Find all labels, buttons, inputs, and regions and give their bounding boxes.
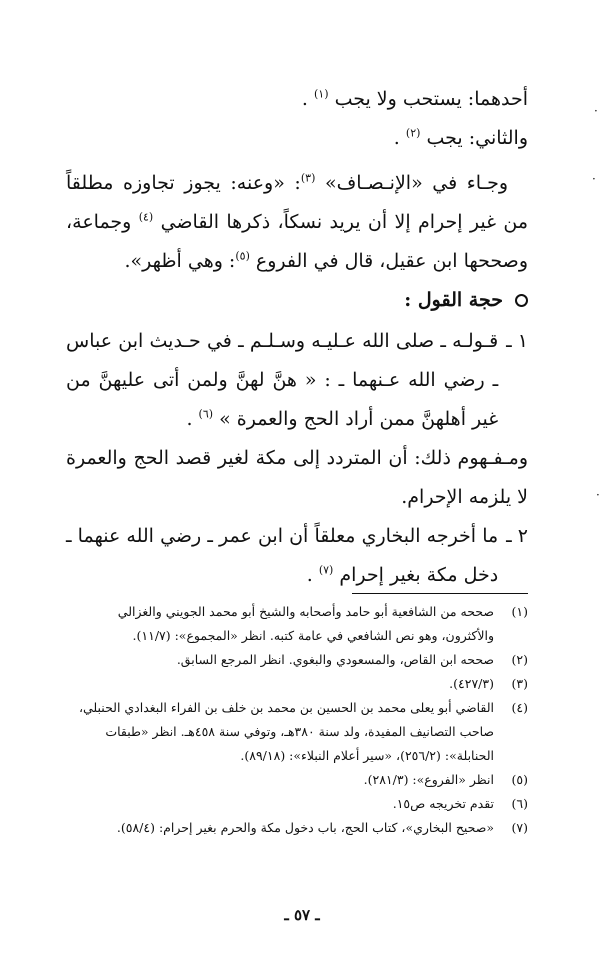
footnote-item: [66, 696, 528, 768]
scan-speck: ·: [592, 172, 596, 186]
footnote-ref-4: (٤): [138, 210, 154, 224]
insaf-quote-3: : وهي أظهر».: [124, 250, 236, 272]
insaf-quote-1: : «وعنه: يجوز تجاوزه مطلقاً من غير إحرام إلا أن يريد نسكاً، ذكرها القاضي: [66, 172, 528, 233]
first-opinion-text: أحدهما: يستحب ولا يجب: [334, 88, 528, 110]
item-1-text: قـولـه ـ صلى الله عـليـه وسـلـم ـ في حـديث ابن عباس ـ رضي الله عـنهما ـ : « هنَّ لهنَّ ولمن أتى عليهنَّ من غير أهلهنَّ ممن أراد الحج والعمرة »: [66, 330, 499, 430]
footnotes: [66, 600, 528, 840]
scan-speck: ·: [594, 104, 598, 118]
item-2-number: ٢ ـ: [506, 525, 528, 547]
item-1-body: قـولـه ـ صلى الله عـليـه وسـلـم ـ في حـديث ابن عباس ـ رضي الله عـنهما ـ : « هنَّ لهنَّ ولمن أتى عليهنَّ من غير أهلهنَّ ممن أراد الحج والعمرة » $^{(٦)}$ .: [66, 330, 499, 430]
line-first-opinion: أحدهما: يستحب ولا يجب $^{(١)}$ .: [301, 87, 528, 110]
footnote-item: [66, 816, 528, 840]
page-number: ـ ٥٧ ـ: [284, 906, 320, 924]
mafhum-paragraph: ومـفـهوم ذلك: أن المتردد إلى مكة لغير قصد الحج والعمرة لا يلزمه الإحرام.: [66, 447, 528, 508]
item-2-text: ما أخرجه البخاري معلقاً أن ابن عمر ـ رضي الله عنهما ـ دخل مكة بغير إحرام: [66, 525, 499, 586]
insaf-quote-2: وجماعة، وصححها ابن عقيل، قال في الفروع: [66, 211, 528, 272]
footnote-item: [66, 648, 528, 672]
footnote-ref-2: (٢): [405, 126, 421, 140]
evidence-item-2: [66, 517, 528, 595]
footnote-divider: [352, 593, 528, 594]
item-1-number: ١ ـ: [506, 330, 528, 352]
footnote-number: (٣): [511, 676, 528, 691]
line-second-opinion: والثاني: يجب $^{(٢)}$ .: [393, 126, 528, 149]
second-opinion-text: والثاني: يجب: [426, 127, 528, 149]
footnote-text: «صحيح البخاري»، كتاب الحج، باب دخول مكة والحرم بغير إحرام: (٥٨/٤).: [116, 820, 494, 835]
footnote-text: القاضي أبو يعلى محمد بن الحسين بن محمد بن خلف بن الفراء البغدادي الحنبلي، صاحب التصانيف المفيدة، ولد سنة ٣٨٠هـ، وتوفي سنة ٤٥٨هـ. انظر «طبقات الحنابلة»: (٢٥٦/٢)، «سير أعلام النبلاء»: (٨٩/١٨).: [78, 700, 494, 763]
footnote-text: (٤٢٧/٣).: [449, 676, 494, 691]
section-heading-text: حجة القول :: [404, 289, 503, 311]
item-2-body: ما أخرجه البخاري معلقاً أن ابن عمر ـ رضي الله عنهما ـ دخل مكة بغير إحرام $^{(٧)}$ .: [66, 525, 499, 586]
footnote-text: صححه من الشافعية أبو حامد وأصحابه والشيخ أبو محمد الجويني والغزالي والأكثرون، وهو نص الشافعي في عامة كتبه. انظر «المجموع»: (١١/٧).: [117, 604, 494, 643]
footnote-number: (١): [511, 604, 528, 619]
footnote-ref-6: (٦): [198, 407, 214, 421]
insaf-paragraph: [66, 164, 528, 281]
circle-bullet-icon: [515, 294, 528, 307]
footnote-item: [66, 792, 528, 816]
insaf-intro: وجـاء في «الإنـصـاف»: [324, 172, 508, 194]
footnote-item: [66, 768, 528, 792]
main-text: [66, 80, 528, 595]
evidence-item-1: [66, 322, 528, 439]
footnote-item: [66, 672, 528, 696]
footnote-text: انظر «الفروع»: (٢٨١/٣).: [363, 772, 494, 787]
section-heading: [66, 281, 528, 320]
footnote-item: [66, 600, 528, 648]
footnote-number: (٥): [511, 772, 528, 787]
footnote-ref-1: (١): [314, 87, 329, 101]
footnote-number: (٢): [511, 652, 528, 667]
footnote-number: (٧): [511, 820, 528, 835]
footnote-ref-7: (٧): [318, 563, 334, 577]
footnote-number: (٤): [511, 700, 528, 715]
footnote-ref-3: (٣): [300, 171, 316, 185]
footnote-text: صححه ابن القاص، والمسعودي والبغوي. انظر المرجع السابق.: [176, 652, 494, 667]
footnote-text: تقدم تخريجه ص١٥.: [392, 796, 494, 811]
footnote-number: (٦): [511, 796, 528, 811]
footnote-ref-5: (٥): [235, 249, 250, 263]
scan-speck: ·: [596, 488, 600, 502]
